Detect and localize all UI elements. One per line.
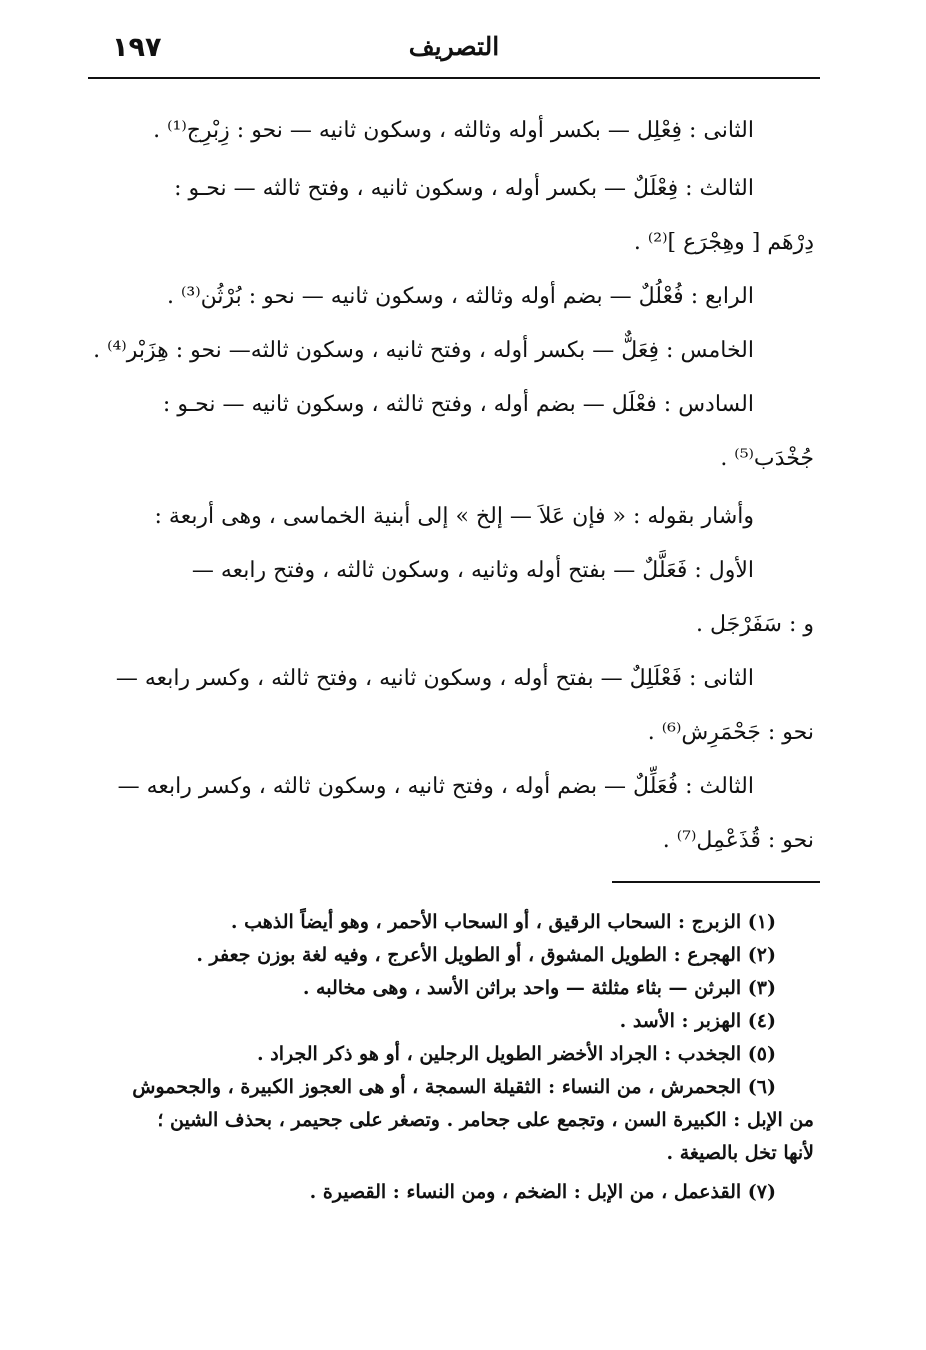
body-line-second-pattern: الثانى : فِعْلِل — بكسر أوله وثالثه ، وسكون ثانيه — نحو : زِبْرِج⁽¹⁾ . <box>153 118 754 143</box>
body-line-first-quinquiliteral-example: و : سَفَرْجَل . <box>696 612 814 637</box>
header-rule <box>88 77 820 79</box>
page-number: ١٩٧ <box>112 32 162 63</box>
body-line-second-quinquiliteral: الثانى : فَعْلَلِلٌ — بفتح أوله ، وسكون ثانيه ، وفتح ثالثه ، وكسر رابعه — <box>115 666 754 691</box>
footnote-separator <box>612 881 820 883</box>
body-line-fourth-pattern: الرابع : فُعْلُلٌ — بضم أوله وثالثه ، وسكون ثانيه — نحو : بُرْثُن⁽³⁾ . <box>166 284 754 309</box>
footnote-6-continued: من الإبل : الكبيرة السن ، وتجمع على جحامر . وتصغر على جحيمر ، بحذف الشين ؛ <box>157 1109 814 1131</box>
footnote-1: (١) الزبرج : السحاب الرقيق ، أو السحاب الأحمر ، وهو أيضاً الذهب . <box>230 911 776 933</box>
footnote-4: (٤) الهزبر : الأسد . <box>619 1010 776 1032</box>
body-line-fifth-pattern: الخامس : فِعَلٌّ — بكسر أوله ، وفتح ثانيه ، وسكون ثالثه— نحو : هِزَبْر⁽⁴⁾ . <box>93 338 754 363</box>
running-title: التصريف <box>408 32 500 61</box>
body-line-third-quinquiliteral-example: نحو : قُذَعْمِل⁽⁷⁾ . <box>662 828 814 853</box>
footnote-6-end: لأنها تخل بالصيغة . <box>666 1142 814 1164</box>
body-line-sixth-pattern-example: جُخْدَب⁽⁵⁾ . <box>720 446 814 471</box>
body-line-sixth-pattern: السادس : فعْلَل — بضم أوله ، وفتح ثالثه ، وسكون ثانيه — نحـو : <box>162 392 754 417</box>
footnote-7: (٧) القذعمل ، من الإبل : الضخم ، ومن النساء : القصيرة . <box>309 1181 776 1203</box>
body-line-third-pattern-example: دِرْهَم [ وهِجْرَع ]⁽²⁾ . <box>633 230 814 255</box>
body-line-quinquiliteral-intro: وأشار بقوله : « فإن عَلاَ — إلخ » إلى أبنية الخماسى ، وهى أربعة : <box>154 504 754 529</box>
main-text <box>92 104 814 868</box>
body-line-first-quinquiliteral: الأول : فَعَلَّلٌ — بفتح أوله وثانيه ، وسكون ثالثه ، وفتح رابعه — <box>191 558 754 583</box>
footnote-3: (٣) البرثن — بثاء مثلثة — واحد براثن الأسد ، وهى مخالبه . <box>302 977 776 999</box>
body-line-third-quinquiliteral: الثالث : فُعَلِّلٌ — بضم أوله ، وفتح ثانيه ، وسكون ثالثه ، وكسر رابعه — <box>117 774 754 799</box>
footnotes <box>92 906 814 1209</box>
footnote-5: (٥) الجخدب : الجراد الأخضر الطويل الرجلين ، أو هو ذكر الجراد . <box>257 1043 776 1065</box>
footnote-6: (٦) الجحمرش ، من النساء : الثقيلة السمجة ، أو هى العجوز الكبيرة ، والجحموش <box>132 1076 776 1098</box>
body-line-third-pattern: الثالث : فِعْلَلٌ — بكسر أوله ، وسكون ثانيه ، وفتح ثالثه — نحـو : <box>174 176 754 201</box>
page-header <box>88 28 820 72</box>
footnote-2: (٢) الهجرع : الطويل المشوق ، أو الطويل الأعرج ، وفيه لغة بوزن جعفر . <box>196 944 776 966</box>
body-line-second-quinquiliteral-example: نحو : جَحْمَرِش⁽⁶⁾ . <box>647 720 814 745</box>
